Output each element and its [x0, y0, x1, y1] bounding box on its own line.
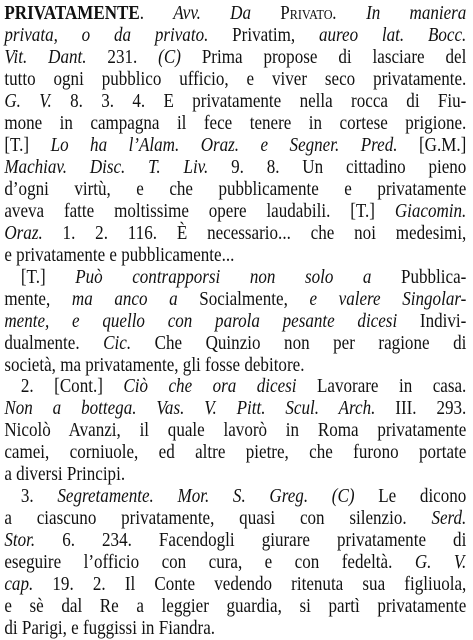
text-line — [4, 397, 466, 420]
italic-run: Stor. — [4, 530, 36, 551]
text-line — [21, 485, 466, 508]
text-run: 1. 2. 116. È necessario... che noi medesimi, — [42, 223, 467, 244]
text-run: Che Quinzio non per ragione di — [131, 333, 467, 354]
italic-run: Può contrapporsi non solo a — [75, 267, 372, 288]
text-run: 9. 8. Un cittadino pieno — [208, 157, 467, 178]
italic-run: Non a bottega. Vas. V. Pitt. Scul. Arch. — [4, 398, 376, 419]
text-run: eseguire l’officio con cura, e con fedeltà. — [4, 552, 415, 573]
italic-run: cap. — [4, 574, 34, 595]
text-line — [4, 222, 466, 245]
text-line — [4, 134, 466, 157]
text-line — [4, 332, 466, 355]
text-line — [4, 310, 466, 333]
text-run: . — [139, 3, 174, 24]
text-line — [4, 595, 466, 618]
text-line — [4, 441, 466, 464]
text-run: 3. — [20, 486, 58, 507]
text-run: Le dicono — [354, 486, 467, 507]
text-line — [4, 2, 466, 25]
text-run: Privatim, — [208, 25, 319, 46]
text-run: 2. [Cont.] — [20, 376, 124, 397]
text-run: tutto ogni pubblico ufficio, e viver seco privatamente. — [4, 69, 467, 90]
text-run: 19. 2. Il Conte vedendo ritenuta sua figliuola, — [33, 574, 467, 595]
text-run: 8. 3. 4. E privatamente nella rocca di Fiu- — [51, 91, 467, 112]
italic-run: (C) — [158, 47, 181, 68]
italic-run: . In maniera — [332, 3, 467, 24]
text-line — [4, 507, 466, 530]
italic-run: Lo ha l’Alam. Oraz. e Segner. Pred. — [50, 135, 398, 156]
text-run: [T.] — [20, 267, 76, 288]
text-run: a ciascuno privatamente, quasi con silenzio. — [4, 508, 432, 529]
text-line — [4, 200, 466, 223]
text-line — [4, 112, 466, 135]
italic-run: G. V. — [4, 91, 52, 112]
italic-run: e valere Singolar- — [309, 289, 467, 310]
text-run: e sè dal Re a leggier guardia, si partì privatamente — [4, 596, 467, 617]
text-run: mente, — [4, 289, 72, 310]
text-line — [21, 375, 466, 398]
text-run: III. 293. — [375, 398, 467, 419]
italic-run: Machiav. Disc. T. Liv. — [4, 157, 209, 178]
text-line — [4, 354, 304, 377]
italic-run: Ciò che ora dicesi — [123, 376, 297, 397]
text-line — [4, 46, 466, 69]
text-line — [4, 617, 215, 640]
text-line — [4, 178, 466, 201]
text-run: Prima propose di lasciare del — [180, 47, 467, 68]
text-run: [T.] — [4, 135, 51, 156]
italic-run: Serd. — [431, 508, 467, 529]
text-line — [4, 244, 234, 267]
italic-run: privata, o da privato. — [4, 25, 209, 46]
text-line — [4, 573, 466, 596]
italic-run: Giacomin. — [394, 201, 467, 222]
text-run: 6. 234. Facendogli giurare privatamente di — [35, 530, 467, 551]
text-run: e privatamente e pubblicamente... — [4, 245, 235, 266]
italic-run: mente, e quello con parola pesante dicesi — [4, 311, 398, 332]
text-run: Lavorare in casa. — [296, 376, 467, 397]
text-run: dualmente. — [4, 333, 104, 354]
text-run: aveva fatte moltissime opere laudabili. [T.] — [4, 201, 395, 222]
text-line — [4, 463, 125, 486]
text-run: a diversi Principi. — [4, 464, 126, 485]
text-run: mone in campagna il fece tenere in cortese prigione. — [4, 113, 467, 134]
text-run: Pubblica- — [371, 267, 467, 288]
text-run: di Parigi, e fuggissi in Fiandra. — [4, 618, 216, 639]
text-line — [4, 68, 466, 91]
text-line — [4, 156, 466, 179]
text-run: 231. — [86, 47, 159, 68]
italic-run: G. V. — [414, 552, 467, 573]
text-line — [4, 24, 466, 47]
text-line — [21, 266, 466, 289]
text-run: Socialmente, — [177, 289, 310, 310]
text-run: camei, corniuole, ed altre pietre, che furono portate — [4, 442, 467, 463]
text-line — [4, 419, 466, 442]
text-line — [4, 551, 466, 574]
text-line — [4, 288, 466, 311]
text-line — [4, 90, 466, 113]
italic-run: Cic. — [103, 333, 132, 354]
text-run: società, ma privatamente, gli fosse debitore. — [4, 355, 305, 376]
text-run: Privato — [280, 3, 333, 24]
italic-run: ma anco a — [71, 289, 178, 310]
text-run: d’ogni virtù, e che pubblicamente e privatamente — [4, 179, 467, 200]
italic-run: Avv. Da — [173, 3, 281, 24]
italic-run: Vit. Dant. — [4, 47, 87, 68]
italic-run: Oraz. — [4, 223, 43, 244]
text-run: Indivi- — [397, 311, 467, 332]
italic-run: Segretamente. Mor. S. Greg. (C) — [57, 486, 355, 507]
headword: PRIVATAMENTE — [4, 3, 140, 24]
text-line — [4, 529, 466, 552]
italic-run: aureo lat. Bocc. — [318, 25, 467, 46]
text-run: [G.M.] — [397, 135, 467, 156]
text-run: Nicolò Avanzi, il quale lavorò in Roma privatamente — [4, 420, 467, 441]
